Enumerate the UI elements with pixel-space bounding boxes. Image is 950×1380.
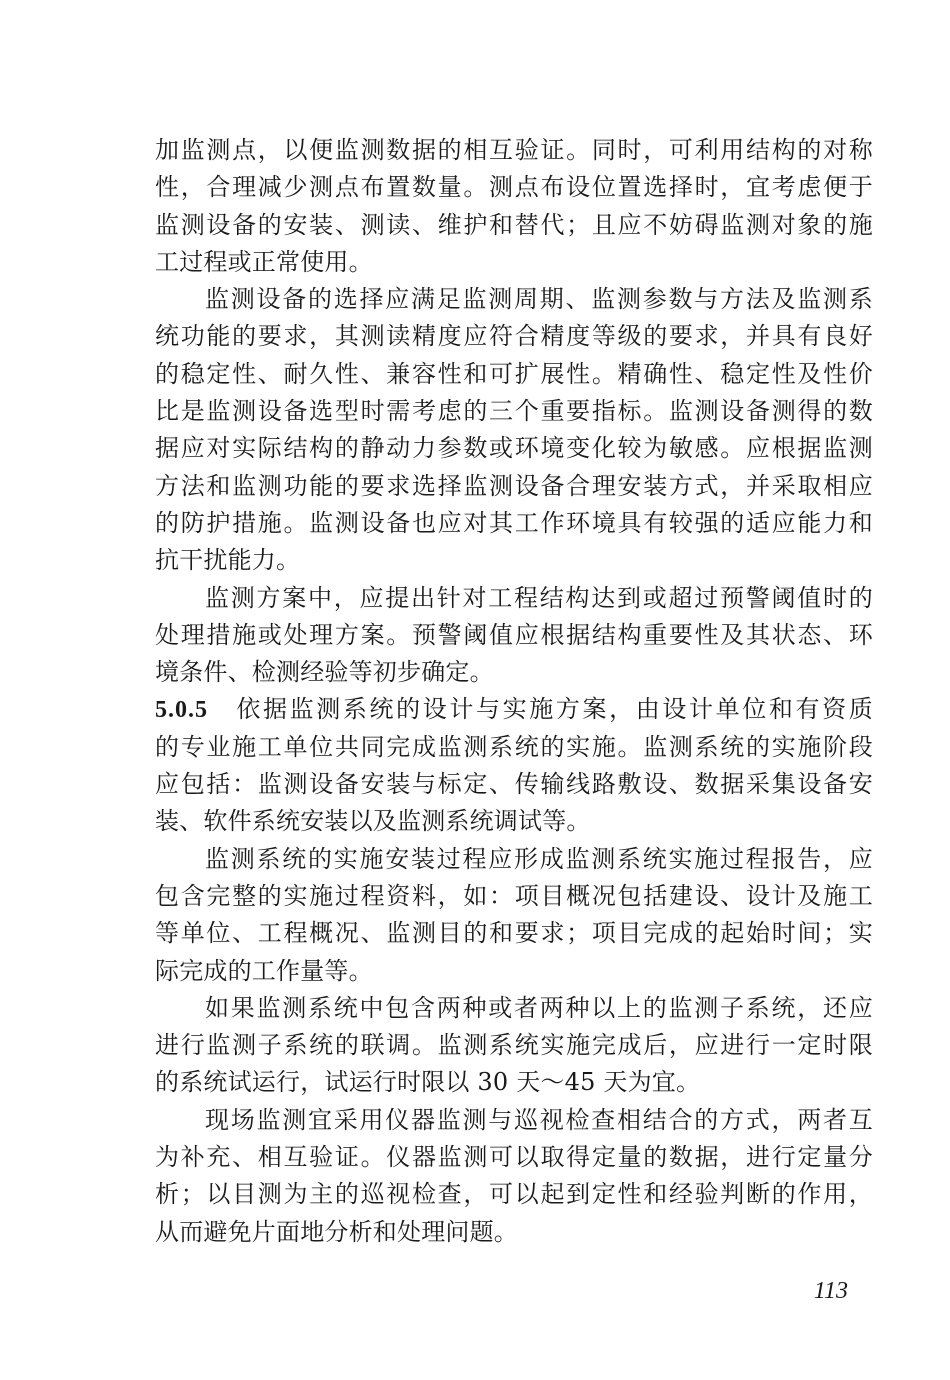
text-line: 监测方案中，应提出针对工程结构达到或超过预警阈值时的 bbox=[205, 583, 873, 612]
text-line: 装、软件系统安装以及监测系统调试等。 bbox=[155, 807, 591, 836]
text-line: 的专业施工单位共同完成监测系统的实施。监测系统的实施阶段 bbox=[155, 732, 873, 761]
text-line: 的稳定性、耐久性、兼容性和可扩展性。精确性、稳定性及性价 bbox=[155, 359, 873, 388]
page-body bbox=[155, 132, 873, 1251]
text-line: 际完成的工作量等。 bbox=[155, 956, 373, 985]
text-line: 监测设备的选择应满足监测周期、监测参数与方法及监测系 bbox=[205, 285, 873, 314]
clause-number: 5.0.5 bbox=[155, 697, 208, 724]
paragraph-6 bbox=[155, 990, 873, 1102]
text-line: 监测设备的安装、测读、维护和替代；且应不妨碍监测对象的施 bbox=[155, 210, 873, 239]
paragraph-5 bbox=[155, 841, 873, 990]
page-number: 113 bbox=[813, 1278, 848, 1304]
text-line: 处理措施或处理方案。预警阈值应根据结构重要性及其状态、环 bbox=[155, 620, 873, 649]
text-line: 境条件、检测经验等初步确定。 bbox=[155, 658, 494, 687]
paragraph-2 bbox=[155, 281, 873, 579]
text-line: 方法和监测功能的要求选择监测设备合理安装方式，并采取相应 bbox=[155, 471, 873, 500]
text-line: 据应对实际结构的静动力参数或环境变化较为敏感。应根据监测 bbox=[155, 434, 873, 463]
text-line: 比是监测设备选型时需考虑的三个重要指标。监测设备测得的数 bbox=[155, 397, 873, 426]
text-line: 性，合理减少测点布置数量。测点布设位置选择时，宜考虑便于 bbox=[155, 173, 873, 202]
text-line: 进行监测子系统的联调。监测系统实施完成后，应进行一定时限 bbox=[155, 1031, 873, 1060]
clause-first-line bbox=[155, 691, 873, 728]
text-line: 工过程或正常使用。 bbox=[155, 247, 373, 276]
text-line: 现场监测宜采用仪器监测与巡视检查相结合的方式，两者互 bbox=[205, 1105, 873, 1134]
text-line: 的系统试运行，试运行时限以 30 天～45 天为宜。 bbox=[155, 1068, 701, 1097]
text-line: 统功能的要求，其测读精度应符合精度等级的要求，并具有良好 bbox=[155, 322, 873, 351]
text-line: 的防护措施。监测设备也应对其工作环境具有较强的适应能力和 bbox=[155, 508, 873, 537]
text-line: 为补充、相互验证。仪器监测可以取得定量的数据，进行定量分 bbox=[155, 1143, 873, 1172]
text-line: 等单位、工程概况、监测目的和要求；项目完成的起始时间；实 bbox=[155, 919, 873, 948]
paragraph-3 bbox=[155, 580, 873, 692]
text-line: 如果监测系统中包含两种或者两种以上的监测子系统，还应 bbox=[205, 993, 873, 1022]
text-line: 依据监测系统的设计与实施方案，由设计单位和有资质 bbox=[234, 695, 873, 724]
text-line: 包含完整的实施过程资料，如：项目概况包括建设、设计及施工 bbox=[155, 881, 873, 910]
clause-5-0-5 bbox=[155, 691, 873, 840]
text-line: 析；以目测为主的巡视检查，可以起到定性和经验判断的作用， bbox=[155, 1180, 873, 1209]
text-line: 加监测点，以便监测数据的相互验证。同时，可利用结构的对称 bbox=[155, 136, 873, 164]
paragraph-7 bbox=[155, 1102, 873, 1251]
text-line: 从而避免片面地分析和处理问题。 bbox=[155, 1217, 518, 1246]
paragraph-1 bbox=[155, 132, 873, 281]
text-line: 监测系统的实施安装过程应形成监测系统实施过程报告，应 bbox=[205, 844, 873, 873]
text-line: 抗干扰能力。 bbox=[155, 546, 301, 575]
text-line: 应包括：监测设备安装与标定、传输线路敷设、数据采集设备安 bbox=[155, 770, 873, 799]
